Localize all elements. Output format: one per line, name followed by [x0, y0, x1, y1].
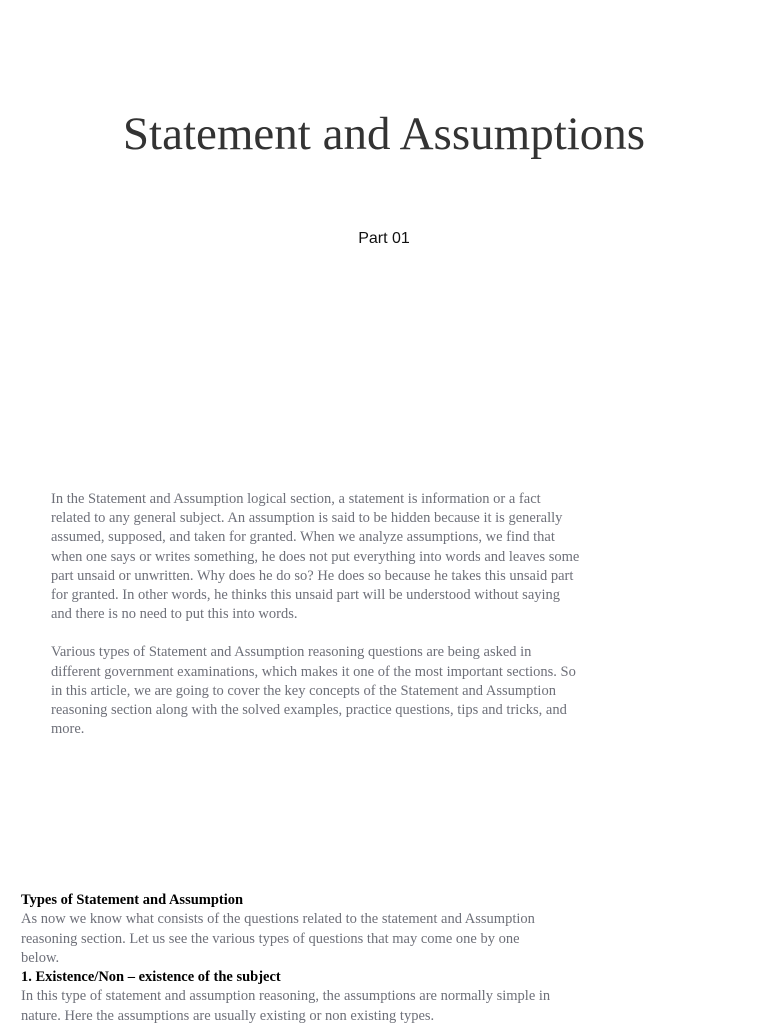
intro-section: [51, 490, 581, 739]
document-subtitle: Part 01: [358, 230, 410, 247]
intro-paragraph: In the Statement and Assumption logical section, a statement is information or a fact related to any general subject. An assumption is said to be hidden because it is generally assumed, supposed, and taken for granted. When we analyze assumptions, we find that when one says or writes something, he does not put everything into words and leaves some part unsaid or unwritten. Why does he do so? He does so because he takes this unsaid part for granted. In other words, he thinks this unsaid part will be understood without saying and there is no need to put this into words.: [51, 491, 580, 623]
types-subtext: In this type of statement and assumption reasoning, the assumptions are normally simple in nature. Here the assumptions are usually existing or non existing types.: [21, 988, 551, 1024]
types-text: As now we know what consists of the questions related to the statement and Assumption reasoning section. Let us see the various types of questions that may come one by one below.: [21, 911, 535, 966]
intro-paragraph: Various types of Statement and Assumption reasoning questions are being asked in different government examinations, which makes it one of the most important sections. So in this article, we are going to cover the key concepts of the Statement and Assumption reasoning section along with the solved examples, practice questions, tips and tricks, and more.: [51, 644, 576, 738]
document-title: Statement and Assumptions: [122, 108, 646, 160]
types-heading: Types of Statement and Assumption: [21, 892, 244, 908]
types-subheading: 1. Existence/Non – existence of the subject: [21, 969, 281, 986]
types-section: [21, 891, 561, 1026]
